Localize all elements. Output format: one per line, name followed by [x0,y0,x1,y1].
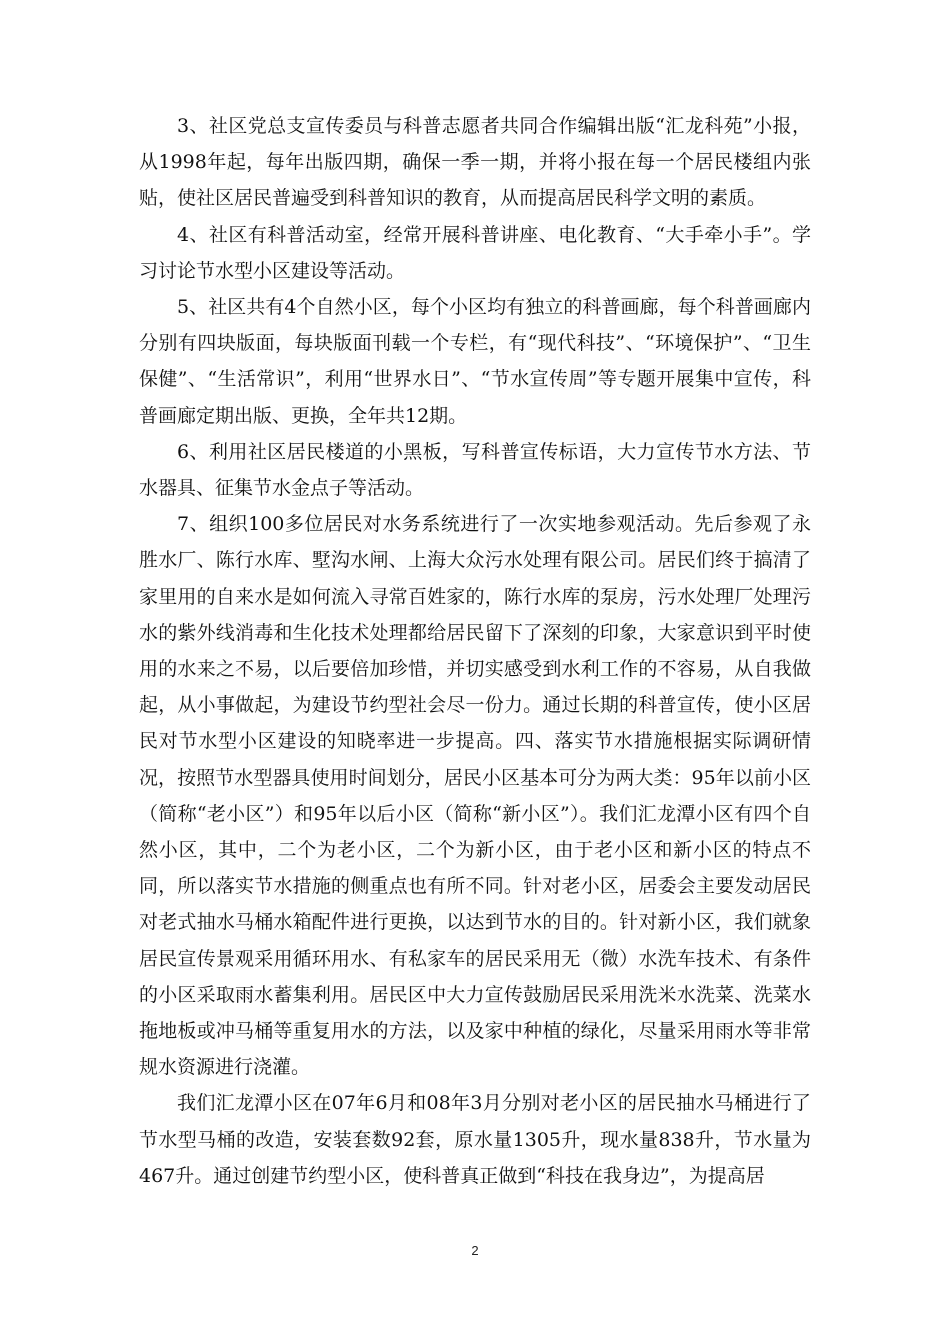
paragraph-3: 3、社区党总支宣传委员与科普志愿者共同合作编辑出版“汇龙科苑”小报，从1998年起，每年出版四期，确保一季一期，并将小报在每一个居民楼组内张贴，使社区居民普遍受到科普知识的教育，从而提高居民科学文明的素质。 [139,115,811,210]
paragraph-summary: 我们汇龙潭小区在07年6月和08年3月分别对老小区的居民抽水马桶进行了节水型马桶的改造，安装套数92套，原水量1305升，现水量838升，节水量为467升。通过创建节约型小区，使科普真正做到“科技在我身边”，为提高居 [139,1092,811,1187]
paragraph-6: 6、利用社区居民楼道的小黑板，写科普宣传标语，大力宣传节水方法、节水器具、征集节水金点子等活动。 [139,440,811,500]
paragraph-5: 5、社区共有4个自然小区，每个小区均有独立的科普画廊，每个科普画廊内分别有四块版面，每块版面刊载一个专栏，有“现代科技”、“环境保护”、“卫生保健”、“生活常识”，利用“世界水日”、“节水宣传周”等专题开展集中宣传，科普画廊定期出版、更换，全年共12期。 [139,296,811,427]
page-number: 2 [471,1243,479,1258]
paragraph-7: 7、组织100多位居民对水务系统进行了一次实地参观活动。先后参观了永胜水厂、陈行水库、墅沟水闸、上海大众污水处理有限公司。居民们终于搞清了家里用的自来水是如何流入寻常百姓家的，陈行水库的泵房，污水处理厂处理污水的紫外线消毒和生化技术处理都给居民留下了深刻的印象，大家意识到平时使用的水来之不易，以后要倍加珍惜，并切实感受到水利工作的不容易，从自我做起，从小事做起，为建设节约型社会尽一份力。通过长期的科普宣传，使小区居民对节水型小区建设的知晓率进一步提高。四、落实节水措施根据实际调研情况，按照节水型器具使用时间划分，居民小区基本可分为两大类：95年以前小区（简称“老小区”）和95年以后小区（简称“新小区”）。我们汇龙潭小区有四个自然小区，其中，二个为老小区，二个为新小区，由于老小区和新小区的特点不同，所以落实节水措施的侧重点也有所不同。针对老小区，居委会主要发动居民对老式抽水马桶水箱配件进行更换，以达到节水的目的。针对新小区，我们就象居民宣传景观采用循环用水、有私家车的居民采用无（微）水洗车技术、有条件的小区采取雨水蓄集利用。居民区中大力宣传鼓励居民采用洗米水洗菜、洗菜水拖地板或冲马桶等重复用水的方法，以及家中种植的绿化，尽量采用雨水等非常规水资源进行浇灌。 [139,513,811,1079]
document-body [139,108,811,1194]
paragraph-4: 4、社区有科普活动室，经常开展科普讲座、电化教育、“大手牵小手”。学习讨论节水型小区建设等活动。 [139,223,811,282]
